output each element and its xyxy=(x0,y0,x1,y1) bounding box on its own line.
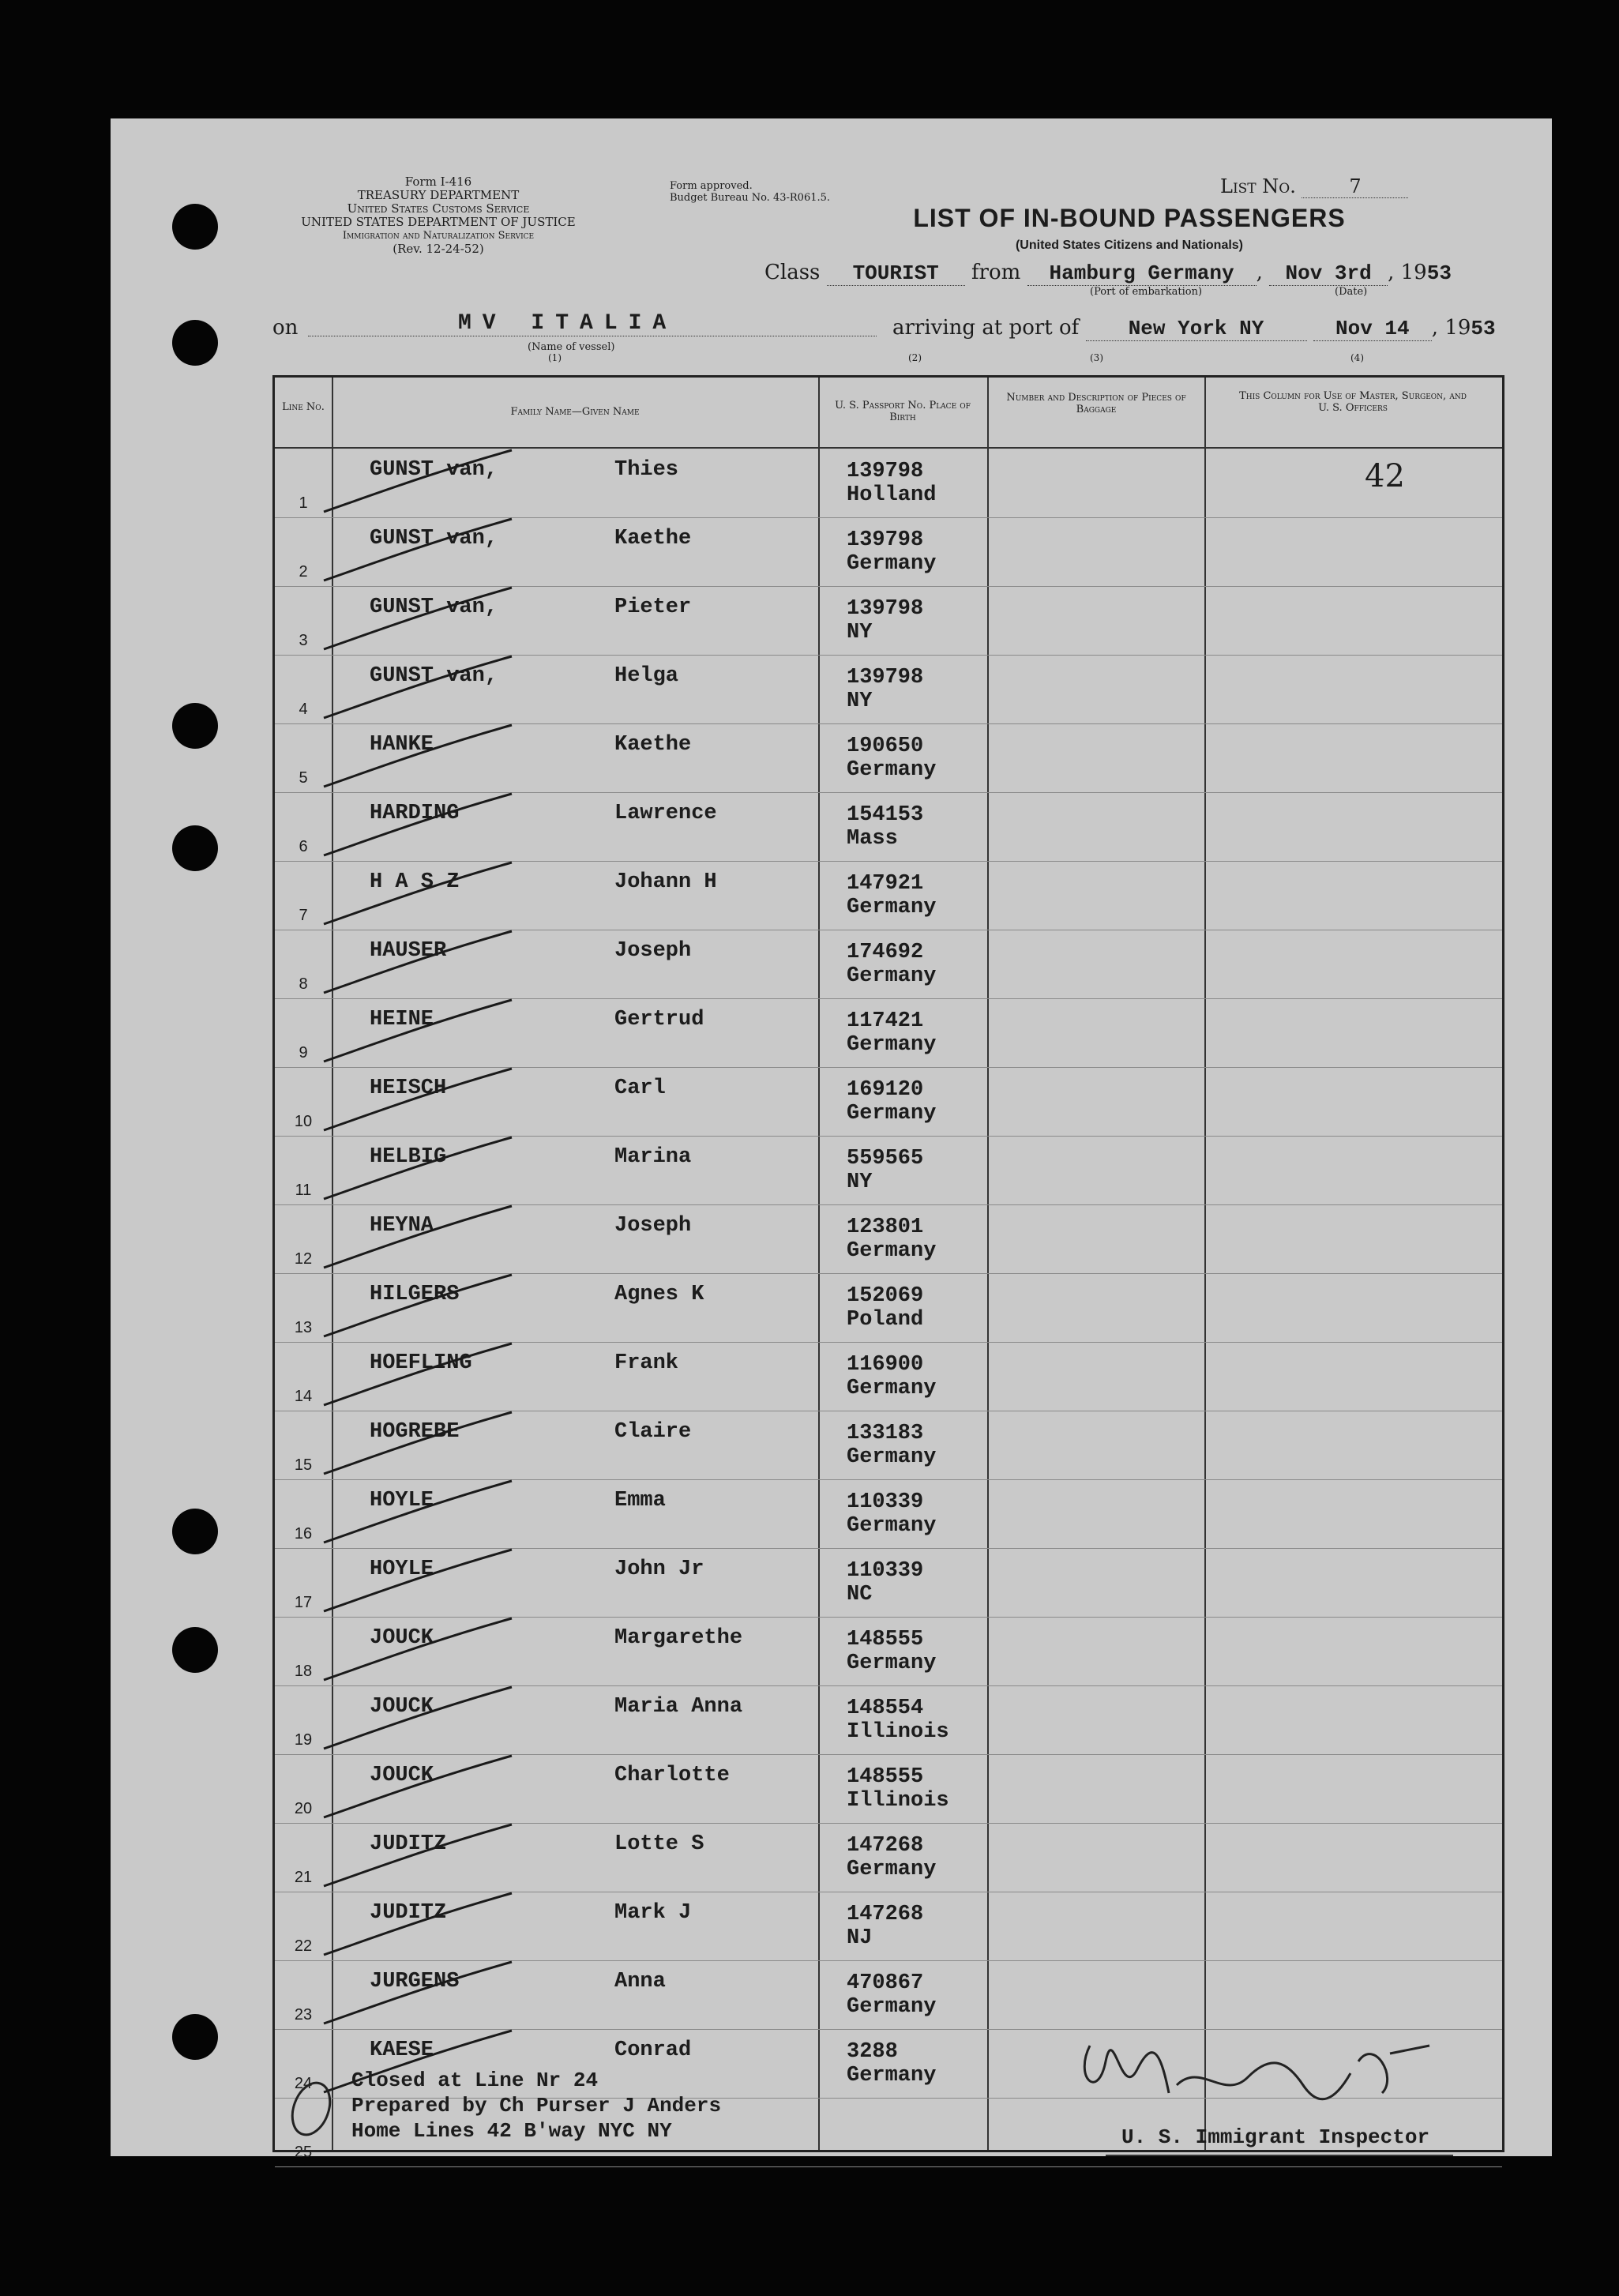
embarkation-caption: (Port of embarkation) xyxy=(1090,286,1203,298)
table-row xyxy=(275,998,1502,1068)
line-number: 14 xyxy=(294,1388,313,1405)
family-name: KAESE xyxy=(370,2039,434,2062)
family-name: HEINE xyxy=(370,1008,434,1032)
form-number: Form I-416 xyxy=(404,175,472,189)
inspector-title: U. S. Immigrant Inspector xyxy=(1121,2125,1430,2149)
passport-cell xyxy=(847,666,923,713)
passport-cell xyxy=(847,1559,923,1606)
family-name: HILGERS xyxy=(370,1283,460,1306)
passport-number: 148555 xyxy=(847,1765,924,1789)
table-row xyxy=(275,449,1502,518)
given-name: Carl xyxy=(614,1077,666,1100)
place-of-birth: Germany xyxy=(847,1445,937,1469)
approval-label: Form approved. xyxy=(670,180,753,192)
family-name: JOUCK xyxy=(370,1626,434,1650)
given-name: Frank xyxy=(614,1351,679,1375)
passport-number: 133183 xyxy=(847,1422,924,1445)
table-row xyxy=(275,1960,1502,2030)
place-of-birth: Holland xyxy=(847,483,937,507)
line-number: 25 xyxy=(294,2144,313,2161)
approval-block xyxy=(670,180,830,204)
binder-hole xyxy=(172,204,218,250)
passport-number: 190650 xyxy=(847,735,924,758)
passport-number: 147268 xyxy=(847,1903,924,1926)
line-number: 6 xyxy=(299,838,308,855)
column-header-passport: U. S. Passport No. Place of Birth xyxy=(835,400,971,423)
given-name: Charlotte xyxy=(614,1764,730,1787)
place-of-birth: Germany xyxy=(847,1514,937,1538)
table-row xyxy=(275,930,1502,999)
place-of-birth: Germany xyxy=(847,1033,937,1057)
arrival-line: arriving at port of New York NY Nov 14 , 1953 xyxy=(892,316,1496,340)
on-label: on xyxy=(272,316,299,340)
line-number: 2 xyxy=(299,563,308,581)
place-of-birth: Germany xyxy=(847,1652,937,1675)
table-row xyxy=(275,517,1502,587)
family-name: HOYLE xyxy=(370,1558,434,1581)
given-name: Agnes K xyxy=(614,1283,704,1306)
family-name: HOGREBE xyxy=(370,1420,460,1444)
place-of-birth: NY xyxy=(847,690,873,713)
passport-cell xyxy=(847,735,936,782)
given-name: Conrad xyxy=(614,2039,692,2062)
line-number: 22 xyxy=(294,1937,313,1955)
passport-number: 123801 xyxy=(847,1216,924,1239)
passport-cell xyxy=(847,1971,936,2019)
line-number: 24 xyxy=(294,2075,313,2092)
family-name: HANKE xyxy=(370,733,434,757)
arriving-label: arriving at port of xyxy=(892,316,1080,340)
given-name: Maria Anna xyxy=(614,1695,743,1719)
form-agency-block xyxy=(272,175,604,256)
column-header-name: Family Name—Given Name xyxy=(510,406,640,418)
place-of-birth: Illinois xyxy=(847,1789,949,1813)
passport-cell xyxy=(847,460,936,507)
place-of-birth: Germany xyxy=(847,1858,937,1881)
vessel-caption: (Name of vessel) xyxy=(528,341,615,353)
line-number: 23 xyxy=(294,2006,313,2024)
column-caption-4: (4) xyxy=(1350,352,1364,363)
passport-number: 148554 xyxy=(847,1697,924,1720)
place-of-birth: Mass xyxy=(847,827,898,851)
line-number: 17 xyxy=(294,1594,313,1611)
family-name: GUNST van, xyxy=(370,664,498,688)
table-row xyxy=(275,1411,1502,1480)
place-of-birth: Germany xyxy=(847,552,937,576)
table-row xyxy=(275,1204,1502,1274)
family-name: H A S Z xyxy=(370,870,460,894)
passport-cell xyxy=(847,1422,936,1469)
passport-cell xyxy=(847,597,923,644)
circled-mark xyxy=(284,2077,340,2140)
passport-number: 3288 xyxy=(847,2040,898,2064)
place-of-birth: Germany xyxy=(847,896,937,919)
place-of-birth: Illinois xyxy=(847,1720,949,1744)
budget-label: Budget Bureau No. 43-R061.5. xyxy=(670,192,831,204)
passport-cell xyxy=(847,1834,936,1881)
justice-label: UNITED STATES DEPARTMENT OF JUSTICE xyxy=(301,215,576,229)
family-name: HEYNA xyxy=(370,1214,434,1238)
passport-number: 559565 xyxy=(847,1147,924,1171)
passport-cell xyxy=(847,1697,949,1744)
list-label: List No. xyxy=(1220,175,1296,197)
line-number: 11 xyxy=(295,1182,312,1199)
given-name: Lawrence xyxy=(614,802,717,825)
binder-hole xyxy=(172,703,218,749)
place-of-birth: Germany xyxy=(847,1995,937,2019)
table-row xyxy=(275,1067,1502,1137)
given-name: Joseph xyxy=(614,939,692,963)
family-name: HELBIG xyxy=(370,1145,447,1169)
line-number: 1 xyxy=(299,494,308,512)
column-header-officers: This Column for Use of Master, Surgeon, and U. S. Officers xyxy=(1239,390,1467,414)
given-name: Mark J xyxy=(614,1901,692,1925)
family-name: JURGENS xyxy=(370,1970,460,1993)
passport-number: 154153 xyxy=(847,803,924,827)
family-name: JUDITZ xyxy=(370,1832,447,1856)
place-of-birth: Germany xyxy=(847,1102,937,1125)
table-row xyxy=(275,861,1502,930)
line-number: 18 xyxy=(294,1663,313,1680)
table-row xyxy=(275,1754,1502,1824)
passport-cell xyxy=(847,1353,936,1400)
revision-label: (Rev. 12-24-52) xyxy=(393,242,484,256)
binder-hole xyxy=(172,2014,218,2060)
given-name: Joseph xyxy=(614,1214,692,1238)
line-number: 13 xyxy=(294,1319,313,1336)
binder-hole xyxy=(172,825,218,871)
passenger-table xyxy=(272,375,1504,2161)
list-value: 7 xyxy=(1302,175,1408,198)
table-row xyxy=(275,723,1502,793)
table-row xyxy=(275,1548,1502,1618)
given-name: Lotte S xyxy=(614,1832,704,1856)
table-row xyxy=(275,1685,1502,1755)
customs-label: United States Customs Service xyxy=(347,201,530,216)
passport-number: 174692 xyxy=(847,941,924,964)
inspector-signature xyxy=(1066,2030,1445,2117)
prepared-by: Prepared by Ch Purser J Anders xyxy=(351,2094,722,2118)
line-number: 10 xyxy=(294,1113,313,1130)
binder-hole xyxy=(172,1509,218,1554)
page-title: LIST OF IN-BOUND PASSENGERS xyxy=(913,204,1346,232)
passport-number: 470867 xyxy=(847,1971,924,1995)
passport-number: 169120 xyxy=(847,1078,924,1102)
place-of-birth: NJ xyxy=(847,1926,873,1950)
line-number: 20 xyxy=(294,1800,313,1817)
table-row xyxy=(275,655,1502,724)
passport-number: 147921 xyxy=(847,872,924,896)
given-name: Gertrud xyxy=(614,1008,704,1032)
place-of-birth: Poland xyxy=(847,1308,924,1332)
family-name: GUNST van, xyxy=(370,596,498,619)
closing-notes xyxy=(351,2068,721,2144)
place-of-birth: Germany xyxy=(847,2064,937,2087)
family-name: HOYLE xyxy=(370,1489,434,1513)
passport-cell xyxy=(847,941,936,988)
table-row xyxy=(275,1479,1502,1549)
departure-year: 53 xyxy=(1426,261,1452,285)
family-name: HARDING xyxy=(370,802,460,825)
vessel-name: MV ITALIA xyxy=(308,311,877,336)
passport-cell xyxy=(847,528,936,576)
ins-label: Immigration and Naturalization Service xyxy=(342,230,535,242)
line-number: 3 xyxy=(299,632,308,649)
passport-number: 139798 xyxy=(847,528,924,552)
place-of-birth: NY xyxy=(847,1171,873,1194)
family-name: GUNST van, xyxy=(370,527,498,551)
passport-cell xyxy=(847,872,936,919)
column-header-line: Line No. xyxy=(282,401,325,413)
class-label: Class xyxy=(764,261,821,284)
binder-hole xyxy=(172,1627,218,1673)
passport-number: 139798 xyxy=(847,460,924,483)
line-number: 16 xyxy=(294,1525,313,1543)
line-number: 9 xyxy=(299,1044,308,1062)
class-value: TOURIST xyxy=(827,261,965,286)
table-row xyxy=(275,1342,1502,1411)
passport-cell xyxy=(847,1147,923,1194)
place-of-birth: Germany xyxy=(847,964,937,988)
column-caption-3: (3) xyxy=(1090,352,1103,363)
passport-cell xyxy=(847,1765,949,1813)
line-number: 15 xyxy=(294,1456,313,1474)
line-number: 7 xyxy=(299,907,308,924)
passport-number: 110339 xyxy=(847,1559,924,1583)
class-line: Class TOURIST from Hamburg Germany , Nov 3rd , 1953 xyxy=(764,261,1452,285)
passport-number: 117421 xyxy=(847,1009,924,1033)
family-name: JOUCK xyxy=(370,1764,434,1787)
given-name: Anna xyxy=(614,1970,666,1993)
table-row xyxy=(275,1823,1502,1892)
passport-cell xyxy=(847,1078,936,1125)
given-name: Emma xyxy=(614,1489,666,1513)
passport-number: 116900 xyxy=(847,1353,924,1377)
line-number: 4 xyxy=(299,701,308,718)
family-name: JUDITZ xyxy=(370,1901,447,1925)
given-name: Margarethe xyxy=(614,1626,743,1650)
passport-cell xyxy=(847,1628,936,1675)
given-name: Helga xyxy=(614,664,679,688)
passport-cell xyxy=(847,1009,936,1057)
column-caption-1: (1) xyxy=(548,352,562,363)
signature-line xyxy=(1106,2155,1453,2156)
family-name: GUNST van, xyxy=(370,458,498,482)
year-prefix: 19 xyxy=(1444,316,1471,340)
line-number: 12 xyxy=(294,1250,313,1268)
passport-cell xyxy=(847,2040,936,2087)
given-name: Kaethe xyxy=(614,527,692,551)
embarkation-port: Hamburg Germany xyxy=(1027,261,1257,286)
passport-cell xyxy=(847,1490,936,1538)
family-name: HOEFLING xyxy=(370,1351,472,1375)
place-of-birth: Germany xyxy=(847,758,937,782)
treasury-label: TREASURY DEPARTMENT xyxy=(357,188,520,202)
passport-number: 139798 xyxy=(847,597,924,621)
line-number: 8 xyxy=(299,975,308,993)
table-row xyxy=(275,586,1502,656)
table-row xyxy=(275,1892,1502,1961)
given-name: Claire xyxy=(614,1420,692,1444)
place-of-birth: NC xyxy=(847,1583,873,1606)
passport-number: 147268 xyxy=(847,1834,924,1858)
table-row xyxy=(275,1136,1502,1205)
closed-line: Closed at Line Nr 24 xyxy=(351,2069,599,2092)
arrival-port: New York NY xyxy=(1086,317,1307,341)
family-name: JOUCK xyxy=(370,1695,434,1719)
column-caption-2: (2) xyxy=(908,352,922,363)
given-name: Thies xyxy=(614,458,679,482)
passport-number: 152069 xyxy=(847,1284,924,1308)
binder-hole xyxy=(172,320,218,366)
passport-number: 139798 xyxy=(847,666,924,690)
arrival-year: 53 xyxy=(1471,317,1496,340)
line-number: 19 xyxy=(294,1731,313,1749)
given-name: Marina xyxy=(614,1145,692,1169)
passport-cell xyxy=(847,803,923,851)
passport-number: 110339 xyxy=(847,1490,924,1514)
given-name: Pieter xyxy=(614,596,692,619)
from-label: from xyxy=(971,261,1021,284)
line-number: 21 xyxy=(294,1869,313,1886)
officer-note: 42 xyxy=(1365,458,1405,494)
family-name: HEISCH xyxy=(370,1077,447,1100)
table-row xyxy=(275,1273,1502,1343)
given-name: Johann H xyxy=(614,870,717,894)
place-of-birth: NY xyxy=(847,621,873,644)
given-name: John Jr xyxy=(614,1558,704,1581)
list-number xyxy=(1220,175,1408,198)
given-name: Kaethe xyxy=(614,733,692,757)
passport-cell xyxy=(847,1284,923,1332)
departure-date: Nov 3rd xyxy=(1269,261,1388,286)
passport-number: 148555 xyxy=(847,1628,924,1652)
date-caption: (Date) xyxy=(1335,286,1368,298)
table-row xyxy=(275,792,1502,862)
company-address: Home Lines 42 B'way NYC NY xyxy=(351,2119,672,2143)
passport-cell xyxy=(847,1216,936,1263)
family-name: HAUSER xyxy=(370,939,447,963)
line-number: 5 xyxy=(299,769,308,787)
column-header-baggage: Number and Description of Pieces of Baggage xyxy=(1006,392,1186,415)
table-row xyxy=(275,1617,1502,1686)
page-subtitle: (United States Citizens and Nationals) xyxy=(1015,239,1244,252)
passport-cell xyxy=(847,1903,923,1950)
arrival-date: Nov 14 xyxy=(1313,317,1432,341)
place-of-birth: Germany xyxy=(847,1239,937,1263)
year-prefix: 19 xyxy=(1400,261,1427,284)
place-of-birth: Germany xyxy=(847,1377,937,1400)
